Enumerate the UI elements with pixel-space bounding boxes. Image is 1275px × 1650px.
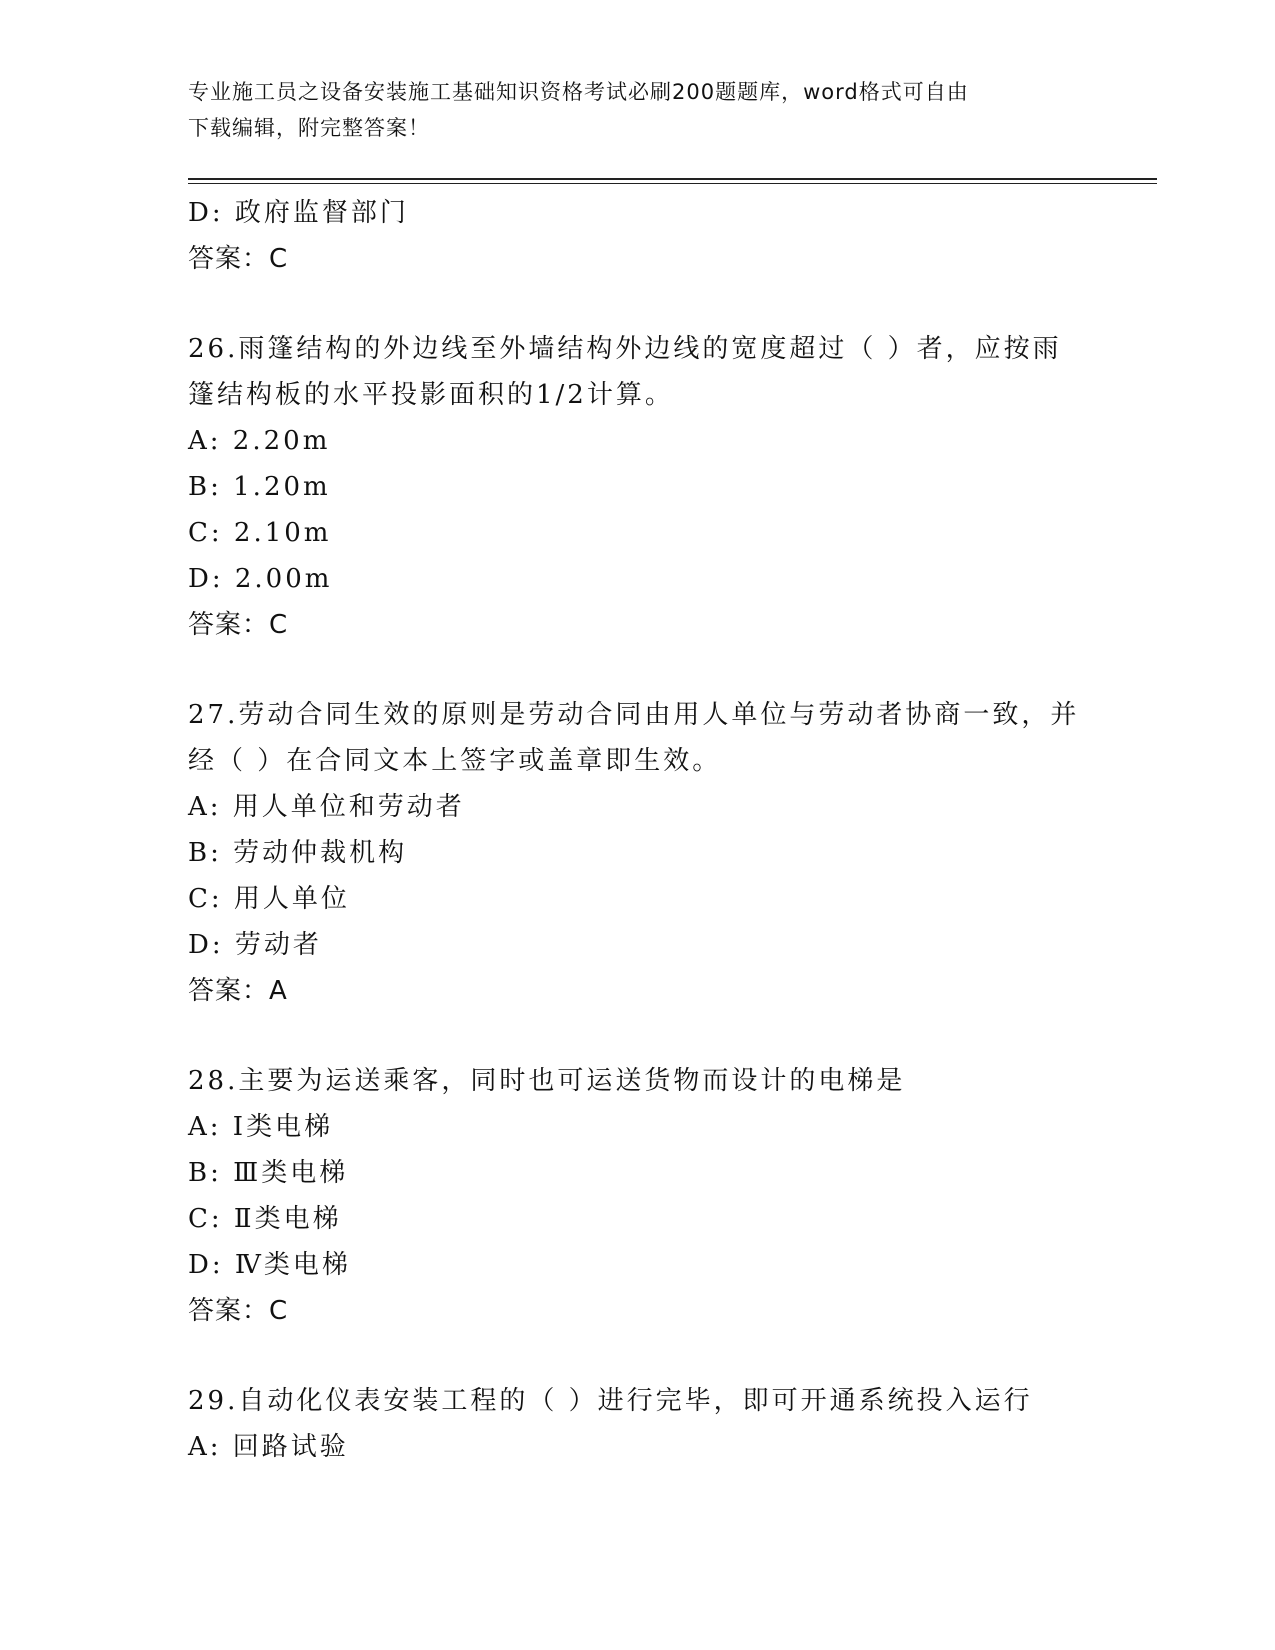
question-stem: 27.劳动合同生效的原则是劳动合同由用人单位与劳动者协商一致，并 (188, 700, 1080, 730)
question-list (188, 190, 1088, 1470)
option-c: C: Ⅱ类电梯 (188, 1204, 342, 1234)
option-a: A: 2.20m (188, 426, 331, 456)
prev-option-d: D: 政府监督部门 (188, 198, 409, 228)
option-b: B: 劳动仲裁机构 (188, 838, 408, 868)
answer: 答案：C (188, 610, 289, 640)
question-stem: 26.雨篷结构的外边线至外墙结构外边线的宽度超过（ ）者，应按雨 (188, 334, 1062, 364)
option-d: D: 2.00m (188, 564, 333, 594)
question-27 (188, 692, 1088, 1014)
question-26 (188, 326, 1088, 648)
answer: 答案：A (188, 976, 288, 1006)
header-line-1: 专业施工员之设备安装施工基础知识资格考试必刷200题题库，word格式可自由 (188, 80, 969, 104)
option-d: D: 劳动者 (188, 930, 322, 960)
answer: 答案：C (188, 1296, 289, 1326)
header-line-2: 下载编辑，附完整答案！ (188, 116, 430, 140)
option-d: D: Ⅳ类电梯 (188, 1250, 351, 1280)
document-header (188, 74, 1088, 146)
option-a: A: 回路试验 (188, 1432, 349, 1462)
option-c: C: 2.10m (188, 518, 332, 548)
question-stem-cont: 经（ ）在合同文本上签字或盖章即生效。 (188, 746, 722, 776)
prev-answer: 答案：C (188, 244, 289, 274)
header-divider-thin (188, 183, 1157, 184)
option-b: B: 1.20m (188, 472, 331, 502)
header-divider-thick (188, 178, 1157, 180)
option-c: C: 用人单位 (188, 884, 350, 914)
option-b: B: Ⅲ类电梯 (188, 1158, 349, 1188)
question-29 (188, 1378, 1088, 1470)
question-28 (188, 1058, 1088, 1334)
question-stem: 28.主要为运送乘客，同时也可运送货物而设计的电梯是 (188, 1066, 906, 1096)
option-a: A: Ⅰ类电梯 (188, 1112, 334, 1142)
option-a: A: 用人单位和劳动者 (188, 792, 465, 822)
question-stem-cont: 篷结构板的水平投影面积的1/2计算。 (188, 380, 674, 410)
question-stem: 29.自动化仪表安装工程的（ ）进行完毕，即可开通系统投入运行 (188, 1386, 1033, 1416)
